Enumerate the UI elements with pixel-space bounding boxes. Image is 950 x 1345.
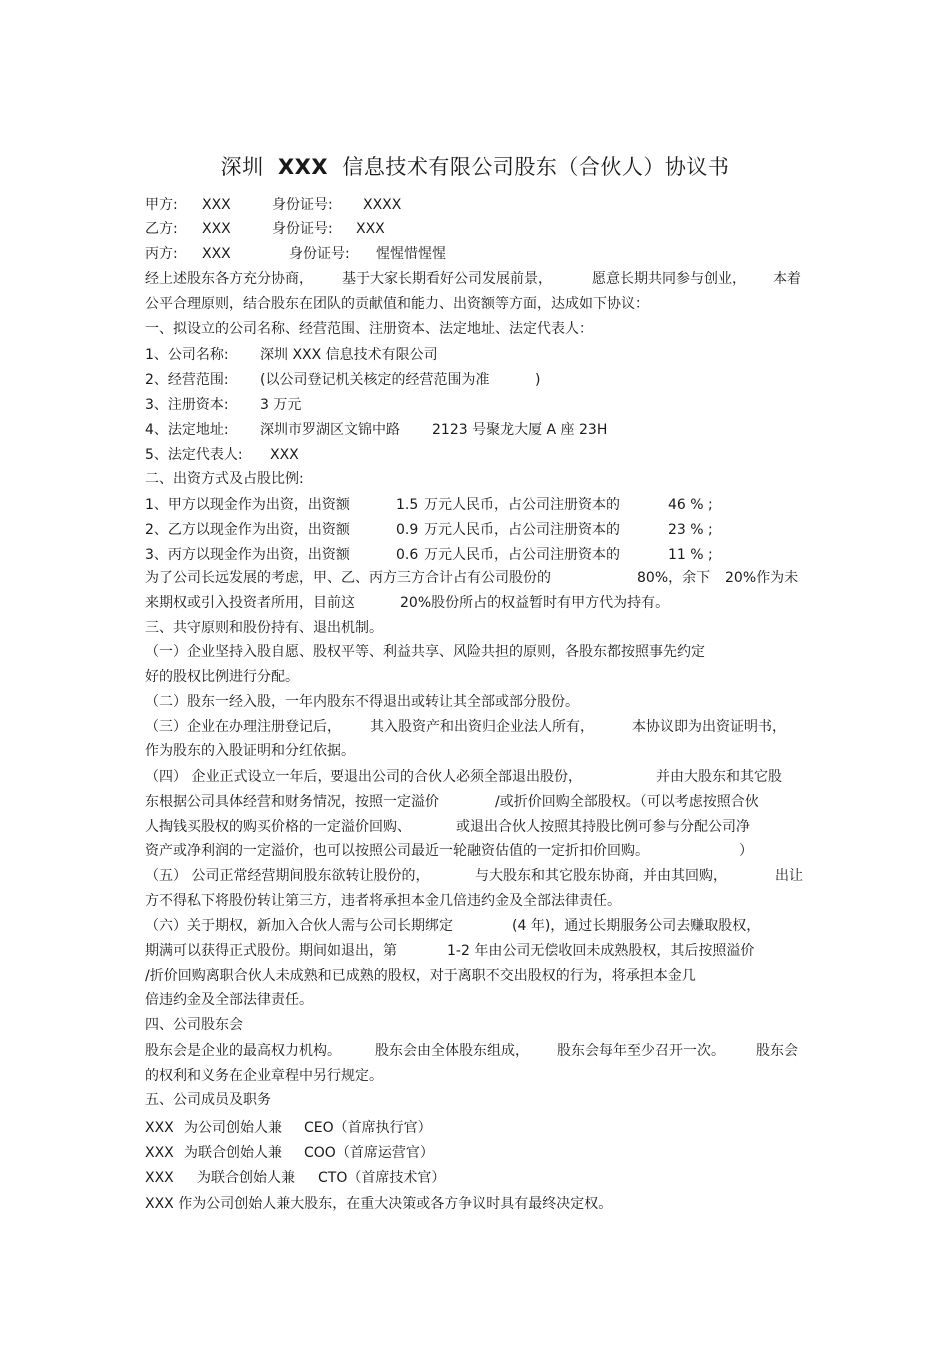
body-text: 1-2 年由公司无偿收回未成熟股权，其后按照溢价	[447, 943, 755, 959]
capital-text: 3、丙方以现金作为出资，出资额	[145, 547, 350, 563]
document-title	[0, 152, 950, 182]
intro-text: 公平合理原则，结合股东在团队的贡献值和能力、出资额等方面，达成如下协议：	[145, 296, 649, 312]
title-company-placeholder: XXX	[277, 155, 329, 179]
body-text: 80%，余下	[637, 570, 711, 586]
capital-percent: 23 % ;	[668, 522, 713, 538]
body-text: 好的股权比例进行分配。	[145, 669, 299, 685]
body-text: 股东会	[756, 1043, 798, 1059]
capital-amount: 0.9	[396, 522, 419, 538]
member-role: 为联合创始人兼	[184, 1145, 282, 1161]
capital-amount: 0.6	[396, 547, 419, 563]
party-name: XXX	[202, 246, 231, 262]
member-role: 为公司创始人兼	[184, 1120, 282, 1136]
party-name: XXX	[202, 221, 231, 237]
capital-text: 万元人民币，占公司注册资本的	[424, 547, 620, 563]
party-id-value: 惺惺惜惺惺	[376, 246, 446, 262]
party-id-value: XXXX	[363, 197, 402, 213]
capital-text: 万元人民币，占公司注册资本的	[424, 497, 620, 513]
intro-text: 基于大家长期看好公司发展前景，	[342, 271, 552, 287]
body-text: (4 年)，通过长期服务公司去赚取股权，	[512, 918, 761, 934]
capital-percent: 11 % ;	[668, 547, 713, 563]
body-text: （二）股东一经入股，一年内股东不得退出或转让其全部或部分股份。	[145, 694, 579, 710]
info-value: )	[535, 372, 541, 388]
body-text: 资产或净利润的一定溢价，也可以按照公司最近一轮融资估值的一定折扣价回购。	[145, 843, 649, 859]
body-text: （五） 公司正常经营期间股东欲转让股份的，	[145, 868, 430, 884]
section-heading-text: 四、公司股东会	[145, 1017, 243, 1033]
party-role: 乙方:	[145, 221, 178, 237]
capital-text: 1、甲方以现金作为出资，出资额	[145, 497, 350, 513]
info-label: 1、公司名称:	[145, 347, 229, 363]
body-text: 并由大股东和其它股	[656, 769, 782, 785]
body-text: （三）企业在办理注册登记后，	[145, 719, 341, 735]
body-text: 本协议即为出资证明书，	[632, 719, 786, 735]
body-text: 股东会每年至少召开一次。	[557, 1043, 725, 1059]
member-title: COO（首席运营官）	[304, 1145, 434, 1161]
body-text: 其入股资产和出资归企业法人所有，	[370, 719, 594, 735]
body-text: 来期权或引入投资者所用，目前这	[145, 595, 355, 611]
info-value: (以公司登记机关核定的经营范围为准	[260, 372, 490, 388]
body-text: 为了公司长远发展的考虑，甲、乙、丙方三方合计占有公司股份的	[145, 570, 551, 586]
body-text: 要退出公司的合伙人必须全部退出股份，	[330, 769, 582, 785]
member-title: CEO（首席执行官）	[304, 1120, 432, 1136]
body-text: 倍违约金及全部法律责任。	[145, 992, 313, 1008]
party-id-label: 身份证号:	[289, 246, 350, 262]
body-text: /折价回购离职合伙人未成熟和已成熟的股权，对于离职不交出股权的行为，将承担本金几	[145, 968, 696, 984]
info-label: 4、法定地址:	[145, 422, 229, 438]
info-value: 3 万元	[260, 397, 302, 413]
body-text: 或退出合伙人按照其持股比例可参与分配公司净	[456, 819, 750, 835]
body-text: 与大股东和其它股东协商，并由其回购，	[475, 868, 727, 884]
member-name: XXX	[145, 1145, 174, 1161]
body-text: 20%作为未	[725, 570, 799, 586]
section-heading-text: 二、出资方式及占股比例:	[145, 471, 304, 487]
member-name: XXX	[145, 1120, 174, 1136]
member-name: XXX	[145, 1170, 174, 1186]
capital-text: 2、乙方以现金作为出资，出资额	[145, 522, 350, 538]
info-value: 2123 号聚龙大厦 A 座 23H	[432, 422, 608, 438]
capital-percent: 46 % ;	[668, 497, 713, 513]
info-label: 5、法定代表人:	[145, 447, 243, 463]
party-role: 甲方:	[145, 197, 178, 213]
body-text: 的权利和义务在企业章程中另行规定。	[145, 1068, 383, 1084]
body-text: 方不得私下将股份转让第三方，违者将承担本金几倍违约金及全部法律责任。	[145, 893, 621, 909]
info-value: 深圳市罗湖区文锦中路	[260, 422, 400, 438]
body-text: （六）关于期权，新加入合伙人需与公司长期绑定	[145, 918, 453, 934]
party-id-label: 身份证号:	[272, 221, 333, 237]
body-text: 出让	[775, 868, 803, 884]
party-id-label: 身份证号:	[272, 197, 333, 213]
body-text: 股东会是企业的最高权力机构。	[145, 1043, 341, 1059]
capital-amount: 1.5	[396, 497, 419, 513]
body-text: 股东会由全体股东组成，	[375, 1043, 529, 1059]
info-label: 3、注册资本:	[145, 397, 229, 413]
title-suffix: 信息技术有限公司股东（合伙人）协议书	[342, 155, 730, 179]
member-title: CTO（首席技术官）	[318, 1170, 446, 1186]
title-prefix: 深圳	[220, 155, 264, 179]
body-text: （四） 企业正式设立一年后，	[145, 769, 332, 785]
section-heading-text: 一、拟设立的公司名称、经营范围、注册资本、法定地址、法定代表人：	[145, 321, 593, 337]
section-heading-text: 五、公司成员及职务	[145, 1092, 271, 1108]
section-heading-text: 三、共守原则和股份持有、退出机制。	[145, 620, 383, 636]
intro-text: 愿意长期共同参与创业，	[592, 271, 746, 287]
intro-text: 本着	[773, 271, 801, 287]
body-text: 20%股份所占的权益暂时有甲方代为持有。	[400, 595, 670, 611]
intro-text: 经上述股东各方充分协商，	[145, 271, 313, 287]
body-text: 作为股东的入股证明和分红依据。	[145, 743, 355, 759]
party-role: 丙方:	[145, 246, 178, 262]
body-text: 东根据公司具体经营和财务情况，按照一定溢价	[145, 794, 439, 810]
party-name: XXX	[202, 197, 231, 213]
body-text: 期满可以获得正式股份。期间如退出，第	[145, 943, 397, 959]
capital-text: 万元人民币，占公司注册资本的	[424, 522, 620, 538]
body-text: /或折价回购全部股权。（可以考虑按照合伙	[495, 794, 759, 810]
party-id-value: XXX	[356, 221, 385, 237]
body-text: 人掏钱买股权的购买价格的一定溢价回购、	[145, 819, 411, 835]
body-text: （一）企业坚持入股自愿、股权平等、利益共享、风险共担的原则，各股东都按照事先约定	[145, 644, 705, 660]
body-text: ）	[739, 843, 753, 859]
body-text: XXX 作为公司创始人兼大股东，在重大决策或各方争议时具有最终决定权。	[145, 1196, 613, 1212]
info-value: XXX	[270, 447, 299, 463]
info-value: 深圳 XXX 信息技术有限公司	[260, 347, 438, 363]
member-role: 为联合创始人兼	[197, 1170, 295, 1186]
info-label: 2、经营范围:	[145, 372, 229, 388]
